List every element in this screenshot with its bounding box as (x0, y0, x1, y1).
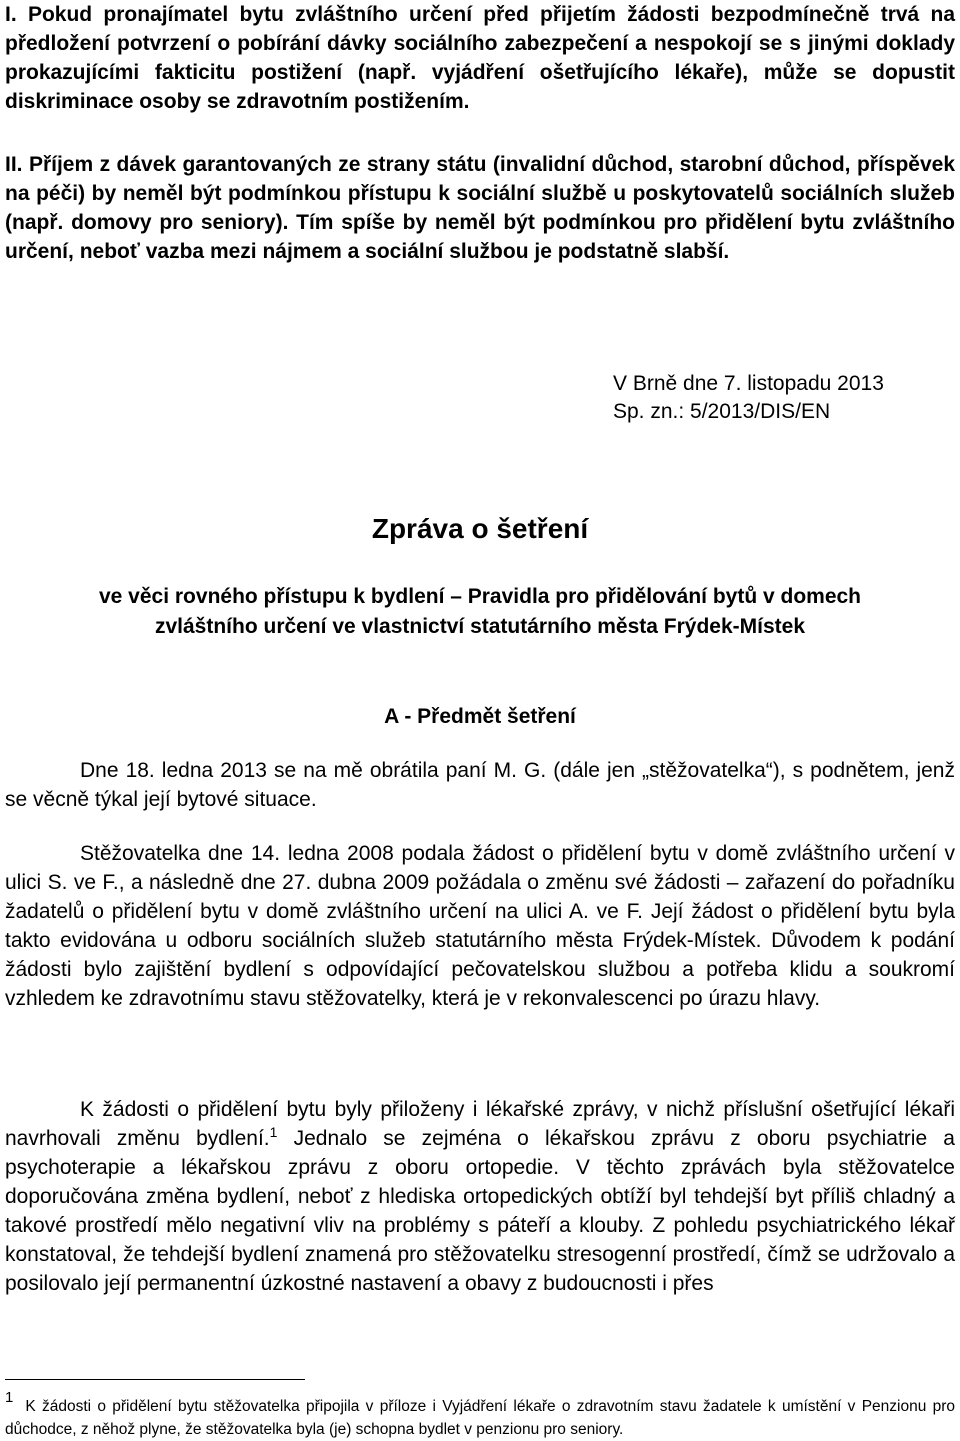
report-title: Zpráva o šetření (371, 513, 589, 544)
section-ii-text: Příjem z dávek garantovaných ze strany státu (invalidní důchod, starobní důchod, příspěvek na péči) by neměl být podmínkou přístupu k sociální službě u poskytovatelů sociálních služeb (např. domovy pro seniory). Tím spíše by neměl být podmínkou pro přidělení bytu zvláštního určení, neboť vazba mezi nájmem a sociální službou je podstatně slabší. (5, 153, 956, 263)
section-a-heading: A - Předmět šetření (384, 705, 576, 728)
section-i-text: Pokud pronajímatel bytu zvláštního určení před přijetím žádosti bezpodmínečně trvá na předložení potvrzení o pobírání dávky sociálního zabezpečení a nespokojí se s jinými doklady prokazujícími fakticitu postižení (např. vyjádření ošetřujícího lékaře), může se dopustit diskriminace osoby se zdravotním postižením. (5, 3, 955, 113)
section-i-paragraph (5, 0, 955, 116)
footnote-text: K žádosti o přidělení bytu stěžovatelka připojila v příloze i Vyjádření lékaře o zdravotním stavu žadatele k umístění v Penzionu pro důchodce, z něhož plyne, že stěžovatelka byla (je) schopna bydlet v penzionu pro seniory. (5, 1398, 955, 1438)
footnote-divider (5, 1379, 305, 1380)
section-i-number: I. (5, 3, 17, 26)
paragraph-1 (5, 756, 955, 814)
report-subtitle-line-1: ve věci rovného přístupu k bydlení – Pravidla pro přidělování bytů v domech (98, 585, 862, 608)
footnote-mark: 1 (5, 1389, 14, 1406)
paragraph-3-text-a: K žádosti o přidělení bytu byly přiloženy i lékařské zprávy, v nichž příslušní ošetřující lékaři navrhovali změnu bydlení. (5, 1098, 955, 1150)
footnote (5, 1389, 955, 1441)
paragraph-3 (5, 1095, 955, 1298)
paragraph-1-text: Dne 18. ledna 2013 se na mě obrátila paní M. G. (dále jen „stěžovatelka“), s podnětem, jenž se věcně týkal její bytové situace. (5, 759, 955, 811)
place-date: V Brně dne 7. listopadu 2013 (613, 372, 884, 395)
footnote-reference[interactable]: 1 (269, 1124, 278, 1140)
paragraph-2-text: Stěžovatelka dne 14. ledna 2008 podala žádost o přidělení bytu v domě zvláštního určení v ulici S. ve F., a následně dne 27. dubna 2009 požádala o změnu své žádosti – zařazení do pořadníku žadatelů o přidělení bytu v domě zvláštního určení na ulici A. ve F. Její žádost o přidělení bytu byla takto evidována u odboru sociálních služeb statutárního města Frýdek-Místek. Důvodem k podání žádosti bylo zajištění bydlení s odpovídající pečovatelskou službou a potřeba klidu a soukromí vzhledem ke zdravotnímu stavu stěžovatelky, která je v rekonvalescenci po úrazu hlavy. (5, 842, 955, 1010)
section-ii-paragraph (5, 150, 955, 266)
section-ii-number: II. (5, 153, 23, 176)
reference-number: Sp. zn.: 5/2013/DIS/EN (613, 400, 831, 423)
paragraph-3-text-b: Jednalo se zejména o lékařskou zprávu z oboru psychiatrie a psychoterapie a lékařskou zprávu z oboru ortopedie. V těchto zprávách byla stěžovatelce doporučována změna bydlení, neboť z hlediska ortopedických obtíží byl tehdejší byt příliš chladný a takové prostředí mělo negativní vliv na problémy s páteří a klouby. Z pohledu psychiatrického lékař konstatoval, že tehdejší bydlení znamená pro stěžovatelku stresogenní prostředí, čímž se udržovalo a posilovalo její permanentní úzkostné nastavení a obavy z budoucnosti i přes (5, 1127, 955, 1295)
paragraph-2 (5, 839, 955, 1013)
report-subtitle-line-2: zvláštního určení ve vlastnictví statutárního města Frýdek-Místek (154, 615, 806, 638)
